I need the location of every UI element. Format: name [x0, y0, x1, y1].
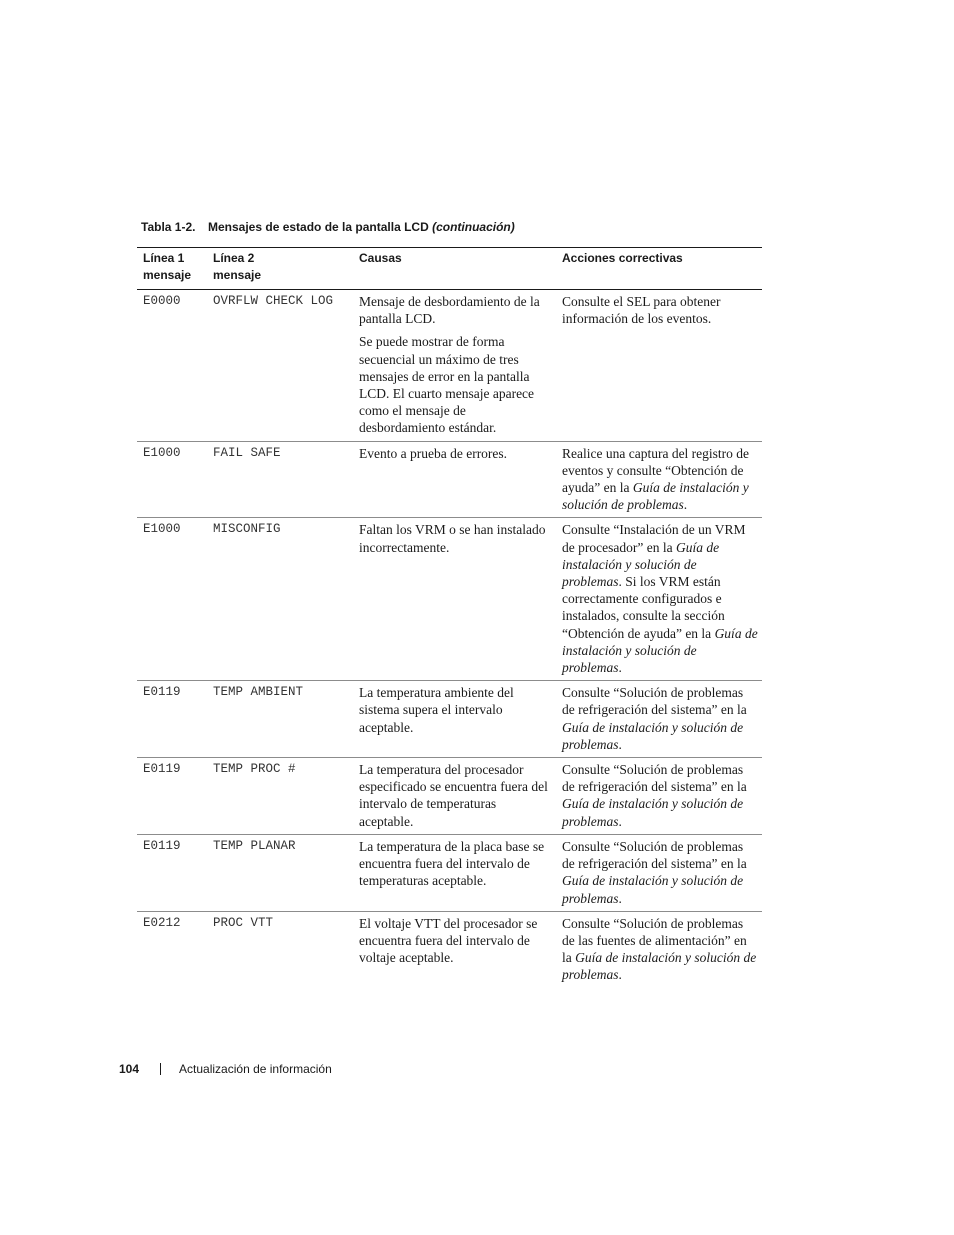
causes-cell: El voltaje VTT del procesador se encuentra fuera del intervalo de voltaje aceptable.	[359, 915, 538, 966]
table-row	[137, 911, 762, 987]
page-number: 104	[119, 1062, 140, 1076]
actions-cell: Consulte el SEL para obtener información de los eventos.	[556, 290, 762, 442]
table-title: Mensajes de estado de la pantalla LCD	[208, 220, 429, 234]
line1-code: E0000	[137, 290, 207, 442]
actions-cell: Consulte “Solución de problemas de refrigeración del sistema” en la Guía de instalación y solución de problemas.	[556, 681, 762, 758]
table-header-row	[137, 248, 762, 290]
actions-cell: Consulte “Instalación de un VRM de procesador” en la Guía de instalación y solución de problemas. Si los VRM están correctamente configurados e instalados, consulte la sección “Obtención de ayuda” en la Guía de instalación y solución de problemas.	[556, 518, 762, 681]
footer-divider	[160, 1063, 161, 1075]
actions-cell: Consulte “Solución de problemas de refrigeración del sistema” en la Guía de instalación y solución de problemas.	[556, 758, 762, 835]
actions-cell: Consulte “Solución de problemas de refrigeración del sistema” en la Guía de instalación y solución de problemas.	[556, 834, 762, 911]
actions-cell: Realice una captura del registro de eventos y consulte “Obtención de ayuda” en la Guía de instalación y solución de problemas.	[556, 441, 762, 518]
section-title: Actualización de información	[179, 1062, 332, 1076]
line2-message: PROC VTT	[213, 915, 274, 930]
page-footer	[119, 1062, 332, 1076]
actions-cell: Consulte “Solución de problemas de las fuentes de alimentación” en la Guía de instalación y solución de problemas.	[562, 915, 757, 983]
causes-cell: La temperatura del procesador especificado se encuentra fuera del intervalo de temperaturas aceptable.	[353, 758, 556, 835]
table-row	[137, 290, 762, 442]
table-row	[137, 441, 762, 518]
table-row	[137, 758, 762, 835]
header-line2: Línea 2 mensaje	[207, 248, 353, 290]
causes-cell: Evento a prueba de errores.	[353, 441, 556, 518]
line1-code: E1000	[137, 518, 207, 681]
table-continuation: (continuación)	[432, 220, 515, 234]
line1-code: E0212	[143, 915, 181, 930]
line2-message: TEMP PLANAR	[207, 834, 353, 911]
line1-code: E0119	[137, 758, 207, 835]
line2-message: TEMP PROC #	[207, 758, 353, 835]
line2-message: FAIL SAFE	[207, 441, 353, 518]
line1-code: E1000	[137, 441, 207, 518]
line2-message: MISCONFIG	[207, 518, 353, 681]
causes-cell: Mensaje de desbordamiento de la pantalla LCD. Se puede mostrar de forma secuencial un máximo de tres mensajes de error en la pantalla LCD. El cuarto mensaje aparece como el mensaje de desbordamiento estándar.	[353, 290, 556, 442]
lcd-status-messages-table	[137, 247, 762, 988]
header-line1: Línea 1 mensaje	[137, 248, 207, 290]
causes-cell: Faltan los VRM o se han instalado incorrectamente.	[353, 518, 556, 681]
table-row	[137, 681, 762, 758]
line2-message: OVRFLW CHECK LOG	[207, 290, 353, 442]
header-causes: Causas	[353, 248, 556, 290]
header-actions: Acciones correctivas	[556, 248, 762, 290]
causes-cell: La temperatura ambiente del sistema supera el intervalo aceptable.	[353, 681, 556, 758]
table-row	[137, 518, 762, 681]
line1-code: E0119	[137, 834, 207, 911]
causes-cell: La temperatura de la placa base se encuentra fuera del intervalo de temperaturas aceptable.	[353, 834, 556, 911]
line2-message: TEMP AMBIENT	[207, 681, 353, 758]
table-caption	[141, 220, 515, 234]
line1-code: E0119	[137, 681, 207, 758]
table-row	[137, 834, 762, 911]
table-number: Tabla 1-2.	[141, 220, 196, 234]
